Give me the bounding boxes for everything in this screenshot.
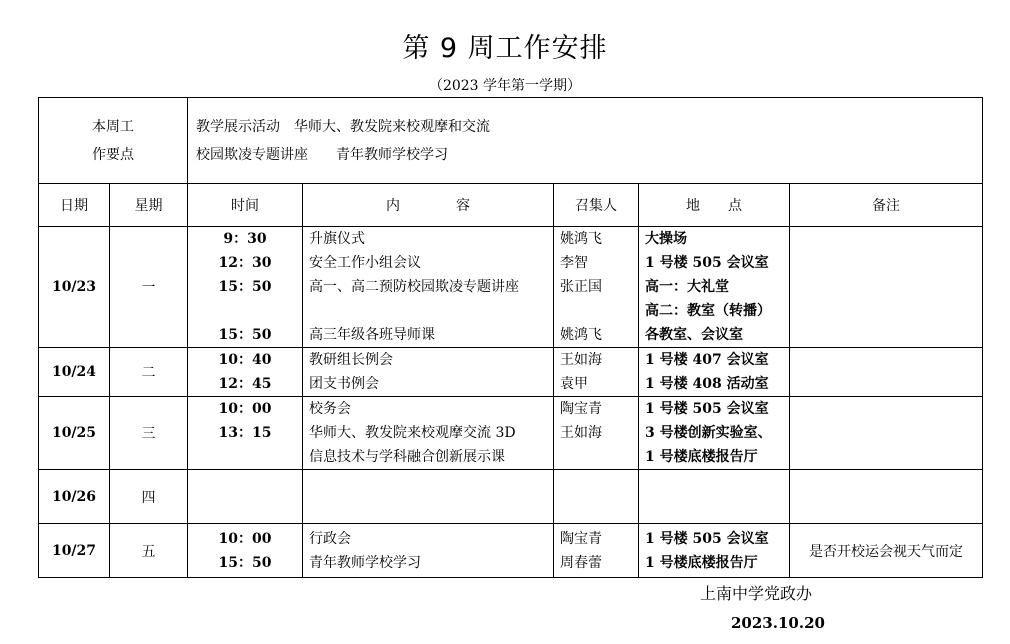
location-entry: 1 号楼 407 会议室	[645, 352, 769, 368]
header-row	[39, 184, 983, 227]
content-entry: 教研组长例会	[309, 352, 393, 368]
location-entry: 3 号楼创新实验室、	[645, 425, 772, 441]
day-location	[639, 227, 790, 348]
day-convener	[554, 470, 639, 524]
day-note	[790, 397, 983, 470]
day-location	[639, 348, 790, 397]
header-content: 内 容	[303, 184, 554, 227]
convener-entry: 姚鸿飞	[560, 231, 602, 247]
time-entry	[188, 299, 302, 323]
location-entry: 高一：大礼堂	[645, 279, 729, 295]
day-content	[303, 524, 554, 578]
location-entry: 高二：教室（转播）	[645, 303, 771, 319]
day-convener	[554, 397, 639, 470]
location-entry: 1 号楼 505 会议室	[645, 255, 769, 271]
day-time	[188, 227, 303, 348]
day-note	[790, 470, 983, 524]
location-entry: 1 号楼底楼报告厅	[645, 554, 758, 571]
footer-org: 上南中学党政办	[700, 584, 813, 603]
day-content	[303, 470, 554, 524]
content-entry: 升旗仪式	[309, 231, 365, 247]
day-row	[39, 227, 983, 348]
day-time	[188, 470, 303, 524]
content-entry: 信息技术与学科融合创新展示课	[309, 449, 505, 465]
time-entry: 15：50	[218, 554, 272, 571]
day-time	[188, 524, 303, 578]
content-entry: 青年教师学校学习	[309, 554, 421, 571]
day-weekday: 三	[110, 397, 188, 470]
content-entry: 安全工作小组会议	[309, 255, 421, 271]
header-time: 时间	[188, 184, 303, 227]
convener-entry	[560, 445, 638, 469]
time-entry: 12：45	[218, 376, 272, 392]
time-entry: 10：40	[218, 352, 272, 368]
day-content	[303, 227, 554, 348]
content-entry: 华师大、教发院来校观摩交流 3D	[309, 425, 516, 441]
time-entry: 15：50	[218, 279, 272, 295]
summary-label-line2: 作要点	[92, 146, 134, 163]
convener-entry: 王如海	[560, 425, 602, 441]
time-entry: 12：30	[218, 255, 272, 271]
time-entry: 10：00	[218, 530, 272, 547]
day-date: 10/26	[39, 470, 110, 524]
day-row	[39, 524, 983, 578]
day-note	[790, 348, 983, 397]
day-location	[639, 524, 790, 578]
day-note	[790, 227, 983, 348]
day-weekday: 四	[110, 470, 188, 524]
page-title: 第 9 周工作安排	[402, 33, 608, 64]
summary-line1: 教学展示活动 华师大、教发院来校观摩和交流	[196, 118, 490, 135]
day-convener	[554, 348, 639, 397]
convener-entry: 袁甲	[560, 376, 588, 392]
day-weekday: 二	[110, 348, 188, 397]
content-entry	[309, 299, 553, 323]
convener-entry: 张正国	[560, 279, 602, 295]
header-location: 地 点	[639, 184, 790, 227]
convener-entry: 姚鸿飞	[560, 327, 602, 343]
location-entry: 各教室、会议室	[645, 327, 743, 343]
day-row	[39, 470, 983, 524]
summary-line2: 校园欺凌专题讲座 青年教师学校学习	[196, 146, 448, 163]
summary-label-line1: 本周工	[92, 118, 134, 135]
header-convener: 召集人	[554, 184, 639, 227]
time-entry: 9：30	[223, 231, 267, 247]
day-content	[303, 397, 554, 470]
content-entry: 高三年级各班导师课	[309, 327, 435, 343]
header-note: 备注	[790, 184, 983, 227]
header-weekday: 星期	[110, 184, 188, 227]
day-date: 10/27	[39, 524, 110, 578]
content-entry: 团支书例会	[309, 376, 379, 392]
time-entry	[188, 445, 302, 469]
day-convener	[554, 227, 639, 348]
day-note: 是否开校运会视天气而定	[790, 524, 983, 578]
day-date: 10/23	[39, 227, 110, 348]
summary-content	[188, 98, 983, 184]
convener-entry: 李智	[560, 255, 588, 271]
time-entry: 15：50	[218, 327, 272, 343]
day-weekday: 一	[110, 227, 188, 348]
day-location	[639, 470, 790, 524]
day-date: 10/24	[39, 348, 110, 397]
convener-entry: 周春蕾	[560, 554, 602, 571]
day-row	[39, 348, 983, 397]
time-entry: 10：00	[218, 401, 272, 417]
location-entry: 1 号楼 505 会议室	[645, 530, 769, 547]
time-entry: 13：15	[218, 425, 272, 441]
schedule-table	[38, 97, 983, 578]
convener-entry: 陶宝青	[560, 401, 602, 417]
content-entry: 校务会	[309, 401, 351, 417]
page-subtitle: （2023 学年第一学期）	[428, 78, 582, 94]
location-entry: 大操场	[645, 231, 687, 247]
day-row	[39, 397, 983, 470]
content-entry: 高一、高二预防校园欺凌专题讲座	[309, 279, 519, 295]
day-location	[639, 397, 790, 470]
location-entry: 1 号楼 408 活动室	[645, 376, 769, 392]
convener-entry	[560, 299, 638, 323]
location-entry: 1 号楼 505 会议室	[645, 401, 769, 417]
location-entry: 1 号楼底楼报告厅	[645, 449, 758, 465]
footer-date: 2023.10.20	[731, 614, 825, 632]
day-content	[303, 348, 554, 397]
day-date: 10/25	[39, 397, 110, 470]
convener-entry: 陶宝青	[560, 530, 602, 547]
content-entry: 行政会	[309, 530, 351, 547]
day-weekday: 五	[110, 524, 188, 578]
day-time	[188, 397, 303, 470]
summary-label	[39, 98, 188, 184]
summary-row	[39, 98, 983, 184]
header-date: 日期	[39, 184, 110, 227]
day-convener	[554, 524, 639, 578]
convener-entry: 王如海	[560, 352, 602, 368]
day-time	[188, 348, 303, 397]
